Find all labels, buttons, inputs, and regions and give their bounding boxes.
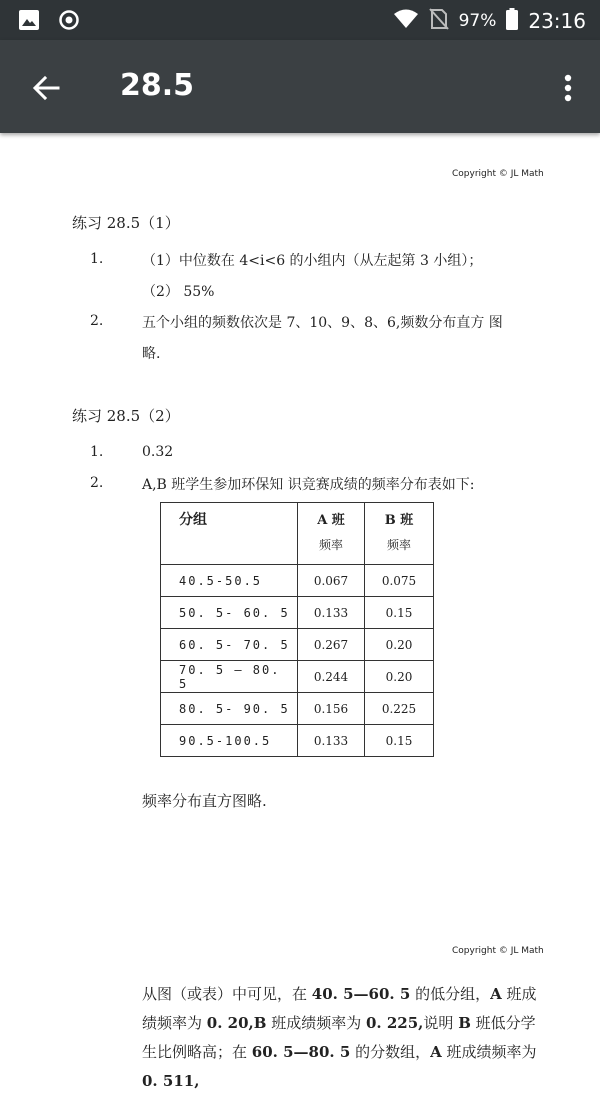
arrow-back-icon	[31, 73, 61, 103]
a-frequency-cell: 0.267	[298, 629, 365, 661]
section-title-2: 练习 28.5（2）	[72, 407, 180, 425]
group-cell: 40.5-50.5	[161, 565, 298, 597]
item-number: 2.	[90, 313, 104, 329]
answer-line: A,B 班学生参加环保知 识竞赛成绩的频率分布表如下:	[142, 477, 475, 493]
b-frequency-cell: 0.075	[365, 565, 434, 597]
no-sim-icon	[429, 7, 449, 35]
header-frequency: 频率	[386, 538, 411, 552]
status-bar	[0, 0, 600, 40]
table-row	[161, 725, 434, 757]
status-time: 23:16	[528, 9, 586, 33]
battery-level: 97%	[458, 11, 497, 31]
page-title: 28.5	[120, 68, 195, 103]
document-viewer[interactable]	[0, 133, 600, 1090]
answer-line: （1）中位数在 4<i<6 的小组内（从左起第 3 小组）；	[142, 253, 483, 269]
item-number: 1.	[90, 251, 104, 267]
table-row	[161, 661, 434, 693]
app-bar	[0, 40, 600, 133]
b-frequency-cell: 0.15	[365, 597, 434, 629]
section-title-1: 练习 28.5（1）	[72, 214, 180, 232]
histogram-note: 频率分布直方图略.	[142, 792, 267, 810]
answer-line: 五个小组的频数依次是 7、10、9、8、6,频数分布直方 图	[142, 315, 503, 331]
b-frequency-cell: 0.20	[365, 661, 434, 693]
group-cell: 70. 5 — 80. 5	[161, 661, 298, 693]
wifi-icon	[393, 8, 419, 34]
copyright-text: Copyright © JL Math	[452, 946, 544, 956]
a-frequency-cell: 0.133	[298, 725, 365, 757]
gallery-notification-icon	[18, 9, 40, 35]
table-row	[161, 629, 434, 661]
table-header-row	[161, 503, 434, 565]
battery-icon	[506, 8, 518, 34]
a-frequency-cell: 0.067	[298, 565, 365, 597]
group-cell: 50. 5- 60. 5	[161, 597, 298, 629]
a-frequency-cell: 0.244	[298, 661, 365, 693]
header-group: 分组	[179, 512, 207, 528]
group-cell: 80. 5- 90. 5	[161, 693, 298, 725]
more-options-button[interactable]	[554, 64, 582, 112]
item-number: 1.	[90, 444, 104, 460]
frequency-table	[160, 502, 434, 757]
header-class-a: A 班	[317, 513, 345, 528]
header-frequency: 频率	[318, 538, 343, 552]
table-row	[161, 693, 434, 725]
table-row	[161, 597, 434, 629]
more-vert-icon	[564, 74, 572, 102]
a-frequency-cell: 0.156	[298, 693, 365, 725]
back-button[interactable]	[22, 64, 70, 112]
record-notification-icon	[58, 9, 80, 35]
item-number: 2.	[90, 475, 104, 491]
header-class-b: B 班	[384, 513, 414, 528]
answer-line: （2） 55%	[142, 284, 215, 300]
group-cell: 90.5-100.5	[161, 725, 298, 757]
b-frequency-cell: 0.15	[365, 725, 434, 757]
b-frequency-cell: 0.20	[365, 629, 434, 661]
analysis-paragraph: 从图（或表）中可见，在 40. 5—60. 5 的低分组，A 班成绩频率为 0. 20,B 班成绩频率为 0. 225,说明 B 班低分学生比例略高；在 60. 5—80. 5 的分数组，A 班成绩频率为 0. 511,	[142, 985, 537, 1090]
a-frequency-cell: 0.133	[298, 597, 365, 629]
copyright-text: Copyright © JL Math	[452, 169, 544, 179]
b-frequency-cell: 0.225	[365, 693, 434, 725]
group-cell: 60. 5- 70. 5	[161, 629, 298, 661]
answer-line: 0.32	[142, 444, 174, 460]
answer-line: 略.	[142, 346, 161, 362]
table-row	[161, 565, 434, 597]
